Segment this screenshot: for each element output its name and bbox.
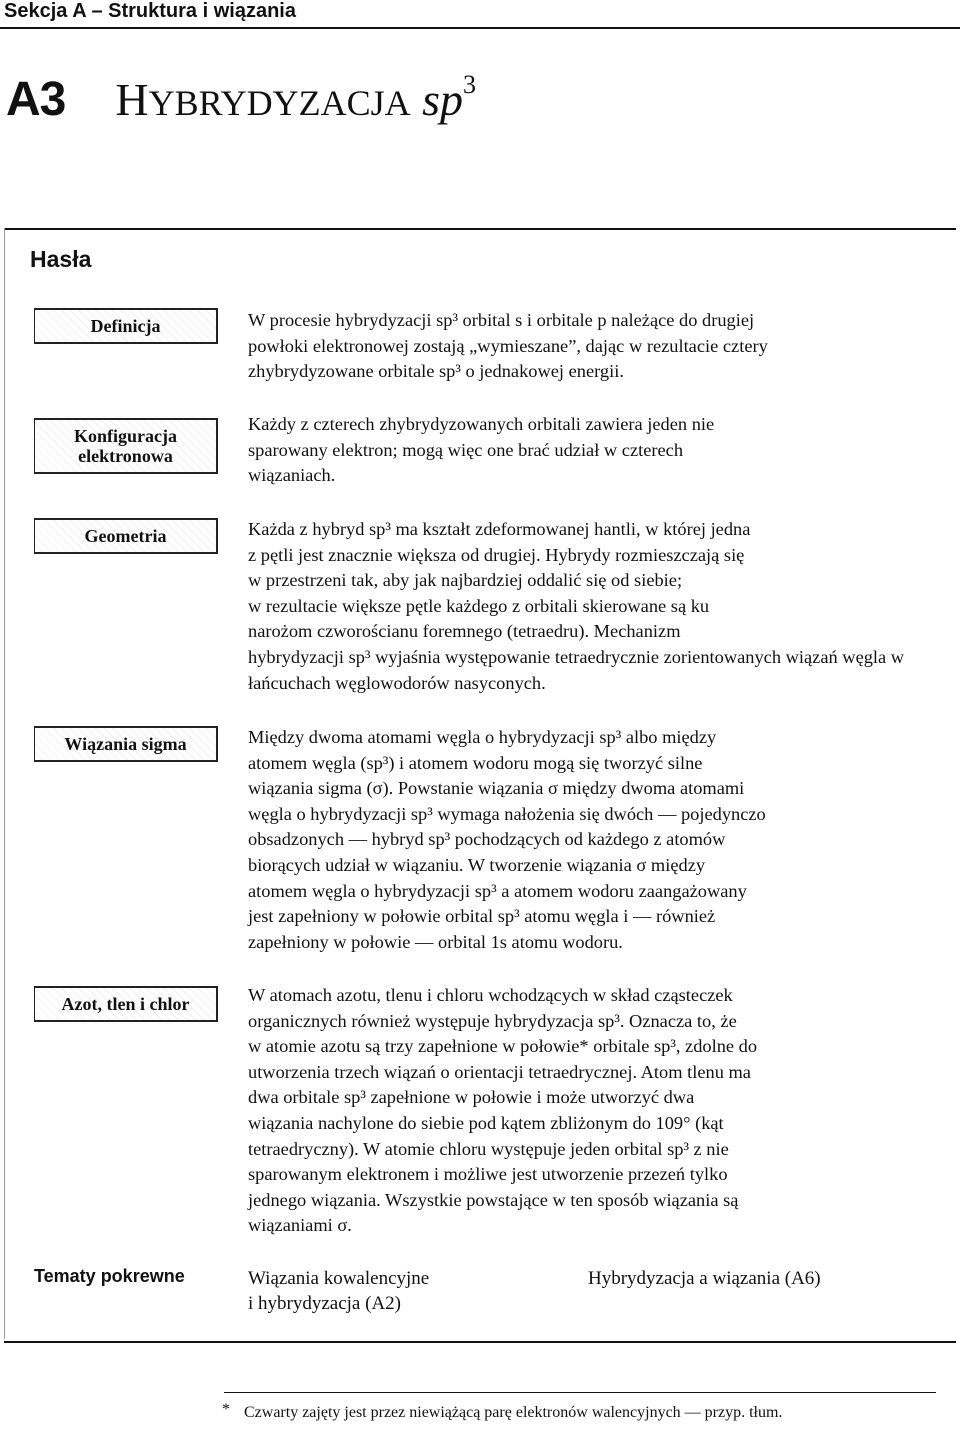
keyword-label-definicja [34, 308, 218, 344]
keyword-label-text: Geometria [84, 525, 167, 546]
footnote-rule [224, 1392, 936, 1393]
keyword-label-text: Konfiguracja [74, 426, 177, 446]
header-rule [0, 27, 960, 29]
footnote-text: Czwarty zajęty jest przez niewiążącą parę elektronów walencyjnych — przyp. tłum. [244, 1404, 783, 1421]
box-left-rule [4, 228, 5, 1339]
keyword-label-text: Definicja [90, 315, 161, 336]
keyword-label-azot-tlen-chlor [34, 986, 218, 1022]
related-topic-link[interactable]: Wiązania kowalencyjne i hybrydyzacja (A2) [248, 1268, 430, 1314]
title-text [115, 70, 476, 126]
footnote-mark: * [222, 1401, 230, 1418]
keyword-text-konfiguracja: Każdy z czterech zhybrydyzowanych orbitali zawiera jeden nie sparowany elektron; mogą więc one brać udział w czterech wiązaniach. [248, 414, 715, 486]
title-sup: 3 [463, 70, 477, 99]
keyword-label-konfiguracja [34, 418, 218, 474]
title-cap: H [115, 74, 149, 125]
title-italic: sp [422, 74, 464, 125]
hasla-heading: Hasła [30, 246, 92, 272]
keyword-text-geometria: Każda z hybryd sp³ ma kształt zdeformowanej hantli, w której jedna z pętli jest znacznie większa od drugiej. Hybrydy rozmieszczają się w przestrzeni tak, aby jak najbardziej oddalić się od siebie; w rezultacie większe pętle każdego z orbitali skierowane są ku narożom czworościanu foremnego (tetraedru). Mechanizm hybrydyzacji sp³ wyjaśnia występowanie tetraedrycznie zorientowanych wiązań węgla w łańcuchach węglowodorów nasyconych. [248, 519, 905, 693]
keyword-text-definicja: W procesie hybrydyzacji sp³ orbital s i orbitale p należące do drugiej powłoki elektronowej zostają „wymieszane”, dając w rezultacie cztery zhybrydyzowane orbitale sp³ o jednakowej energii. [248, 310, 768, 382]
related-topic-link[interactable]: Hybrydyzacja a wiązania (A6) [588, 1268, 821, 1289]
keyword-label-text: Wiązania sigma [64, 733, 187, 754]
keyword-label-wiazania-sigma [34, 726, 218, 762]
keyword-label-geometria [34, 518, 218, 554]
related-topics-label: Tematy pokrewne [34, 1266, 185, 1286]
keyword-text-wiazania-sigma: Między dwoma atomami węgla o hybrydyzacji sp³ albo między atomem węgla (sp³) i atomem wodoru mogą się tworzyć silne wiązania sigma (σ). Powstanie wiązania σ między dwoma atomami węgla o hybrydyzacji sp³ wymaga nałożenia się dwóch — pojedynczo obsadzonych — hybryd sp³ pochodzących od każdego z atomów biorących udział w wiązaniu. W tworzenie wiązania σ między atomem węgla o hybrydyzacji sp³ a atomem wodoru zaangażowany jest zapełniony w połowie orbital sp³ atomu węgla i — również zapełniony w połowie — orbital 1s atomu wodoru. [248, 727, 766, 952]
title-smallcaps: YBRYDYZACJA [148, 83, 411, 123]
page-title [6, 70, 476, 130]
keyword-label-text: Azot, tlen i chlor [61, 993, 190, 1014]
title-code: A3 [6, 73, 66, 126]
section-header: Sekcja A – Struktura i wiązania [4, 0, 296, 22]
footnote [222, 1401, 942, 1422]
keyword-label-text: elektronowa [78, 446, 173, 466]
keyword-text-azot-tlen-chlor: W atomach azotu, tlenu i chloru wchodzących w skład cząsteczek organicznych również występuje hybrydyzacja sp³. Oznacza to, że w atomie azotu są trzy zapełnione w połowie* orbitale sp³, zdolne do utworzenia trzech wiązań o orientacji tetraedrycznej. Atom tlenu ma dwa orbitale sp³ zapełnione w połowie i może utworzyć dwa wiązania nachylone do siebie pod kątem zbliżonym do 109° (kąt tetraedryczny). W atomie chloru występuje jeden orbital sp³ z nie sparowanym elektronem i możliwe jest utworzenie przezeń tylko jednego wiązania. Wszystkie powstające w ten sposób wiązania są wiązaniami σ. [248, 985, 758, 1236]
